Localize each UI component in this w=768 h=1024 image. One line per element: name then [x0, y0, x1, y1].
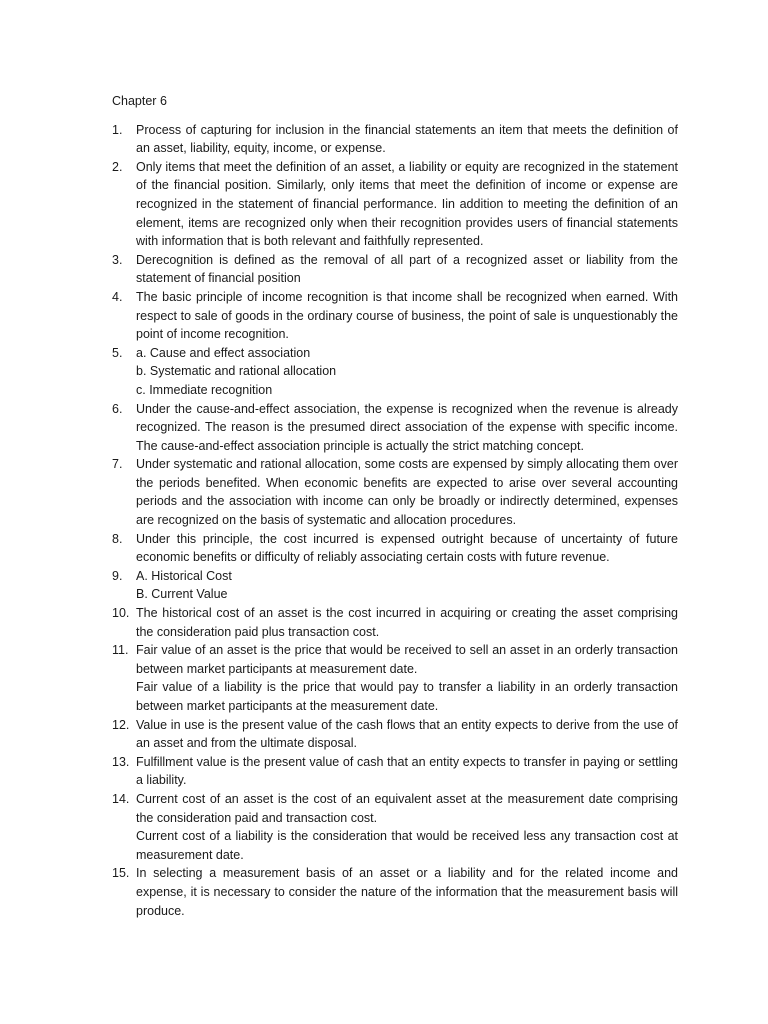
list-item [112, 716, 678, 753]
list-item-number: 5. [112, 345, 123, 360]
list-item-number: 14. [112, 791, 130, 806]
list-item-text: b. Systematic and rational allocation [136, 364, 337, 379]
list-item-text: Fulfillment value is the present value of cash that an entity expects to transfer in paying or settling a liability. [136, 754, 678, 788]
list-item [112, 641, 678, 715]
list-item-text: Only items that meet the definition of an asset, a liability or equity are recognized in the statement of the financial position. Similarly, only items that meet the definition of income or expense are recognized in the statement of financial performance. Iin addition to meeting the definition of an element, items are recognized only when their recognition provides users of financial statements with information that is both relevant and faithfully represented. [136, 159, 678, 249]
chapter-title: Chapter 6 [112, 94, 167, 108]
list-item [112, 251, 678, 288]
list-item-text: The historical cost of an asset is the cost incurred in acquiring or creating the asset comprising the consideration paid plus transaction cost. [136, 606, 678, 639]
list-item-text: B. Current Value [136, 587, 228, 602]
list-item [112, 344, 678, 400]
list-item [112, 288, 678, 344]
document-page [112, 92, 678, 920]
list-item-number: 4. [112, 289, 123, 304]
list-item-text: Derecognition is defined as the removal of all part of a recognized asset or liability from the statement of financial position [136, 252, 678, 286]
list-item-text: The basic principle of income recognition is that income shall be recognized when earned. With respect to sale of goods in the ordinary course of business, the point of sale is unquestionably the point of income recognition. [136, 289, 678, 342]
list-item-text: Under systematic and rational allocation, some costs are expensed by simply allocating them over the periods benefited. When economic benefits are expected to arise over several accounting periods and the association with income can only be broadly or indirectly determined, expenses are recognized on the basis of systematic and allocation procedures. [136, 457, 678, 528]
list-item-text: Fair value of a liability is the price that would pay to transfer a liability in an orderly transaction between market participants at the measurement date. [136, 680, 678, 713]
list-item-text: a. Cause and effect association [136, 345, 311, 360]
list-item [112, 753, 678, 790]
list-item-number: 2. [112, 159, 123, 174]
list-item [112, 400, 678, 456]
list-item-text: Under this principle, the cost incurred is expensed outright because of uncertainty of future economic benefits or difficulty of reliably associating certain costs with future revenue. [136, 531, 678, 565]
list-item-number: 12. [112, 717, 130, 732]
list-item-number: 9. [112, 568, 123, 583]
list-item-number: 3. [112, 252, 123, 267]
list-item-number: 15. [112, 866, 130, 881]
list-item-number: 7. [112, 457, 123, 472]
list-item [112, 530, 678, 567]
list-item-text: A. Historical Cost [136, 568, 232, 583]
list-item-number: 13. [112, 754, 130, 769]
list-item-number: 8. [112, 531, 123, 546]
list-item [112, 567, 678, 604]
list-item-number: 6. [112, 401, 123, 416]
list-item-number: 1. [112, 122, 123, 137]
list-item-text: Value in use is the present value of the cash flows that an entity expects to derive from the use of an asset and from the ultimate disposal. [136, 717, 678, 751]
list-item [112, 864, 678, 920]
list-item [112, 121, 678, 158]
list-item-text: Under the cause-and-effect association, the expense is recognized when the revenue is already recognized. The reason is the presumed direct association of the expense with specific income. The cause-and-effect association principle is actually the strict matching concept. [136, 401, 678, 453]
list-item-text: Current cost of a liability is the consideration that would be received less any transaction cost at measurement date. [136, 829, 678, 862]
list-item-text: Fair value of an asset is the price that would be received to sell an asset in an orderly transaction between market participants at measurement date. [136, 643, 678, 676]
list-item [112, 604, 678, 641]
list-item-number: 11. [112, 643, 129, 658]
list-item [112, 790, 678, 864]
list-item-number: 10. [112, 606, 130, 621]
numbered-list [112, 121, 678, 921]
list-item [112, 455, 678, 529]
list-item-text: Process of capturing for inclusion in the financial statements an item that meets the definition of an asset, liability, equity, income, or expense. [136, 122, 678, 156]
list-item-text: In selecting a measurement basis of an asset or a liability and for the related income and expense, it is necessary to consider the nature of the information that the measurement basis will produce. [136, 866, 678, 918]
list-item-text: Current cost of an asset is the cost of an equivalent asset at the measurement date comprising the consideration paid and transaction cost. [136, 791, 678, 825]
list-item [112, 158, 678, 251]
list-item-text: c. Immediate recognition [136, 382, 273, 397]
